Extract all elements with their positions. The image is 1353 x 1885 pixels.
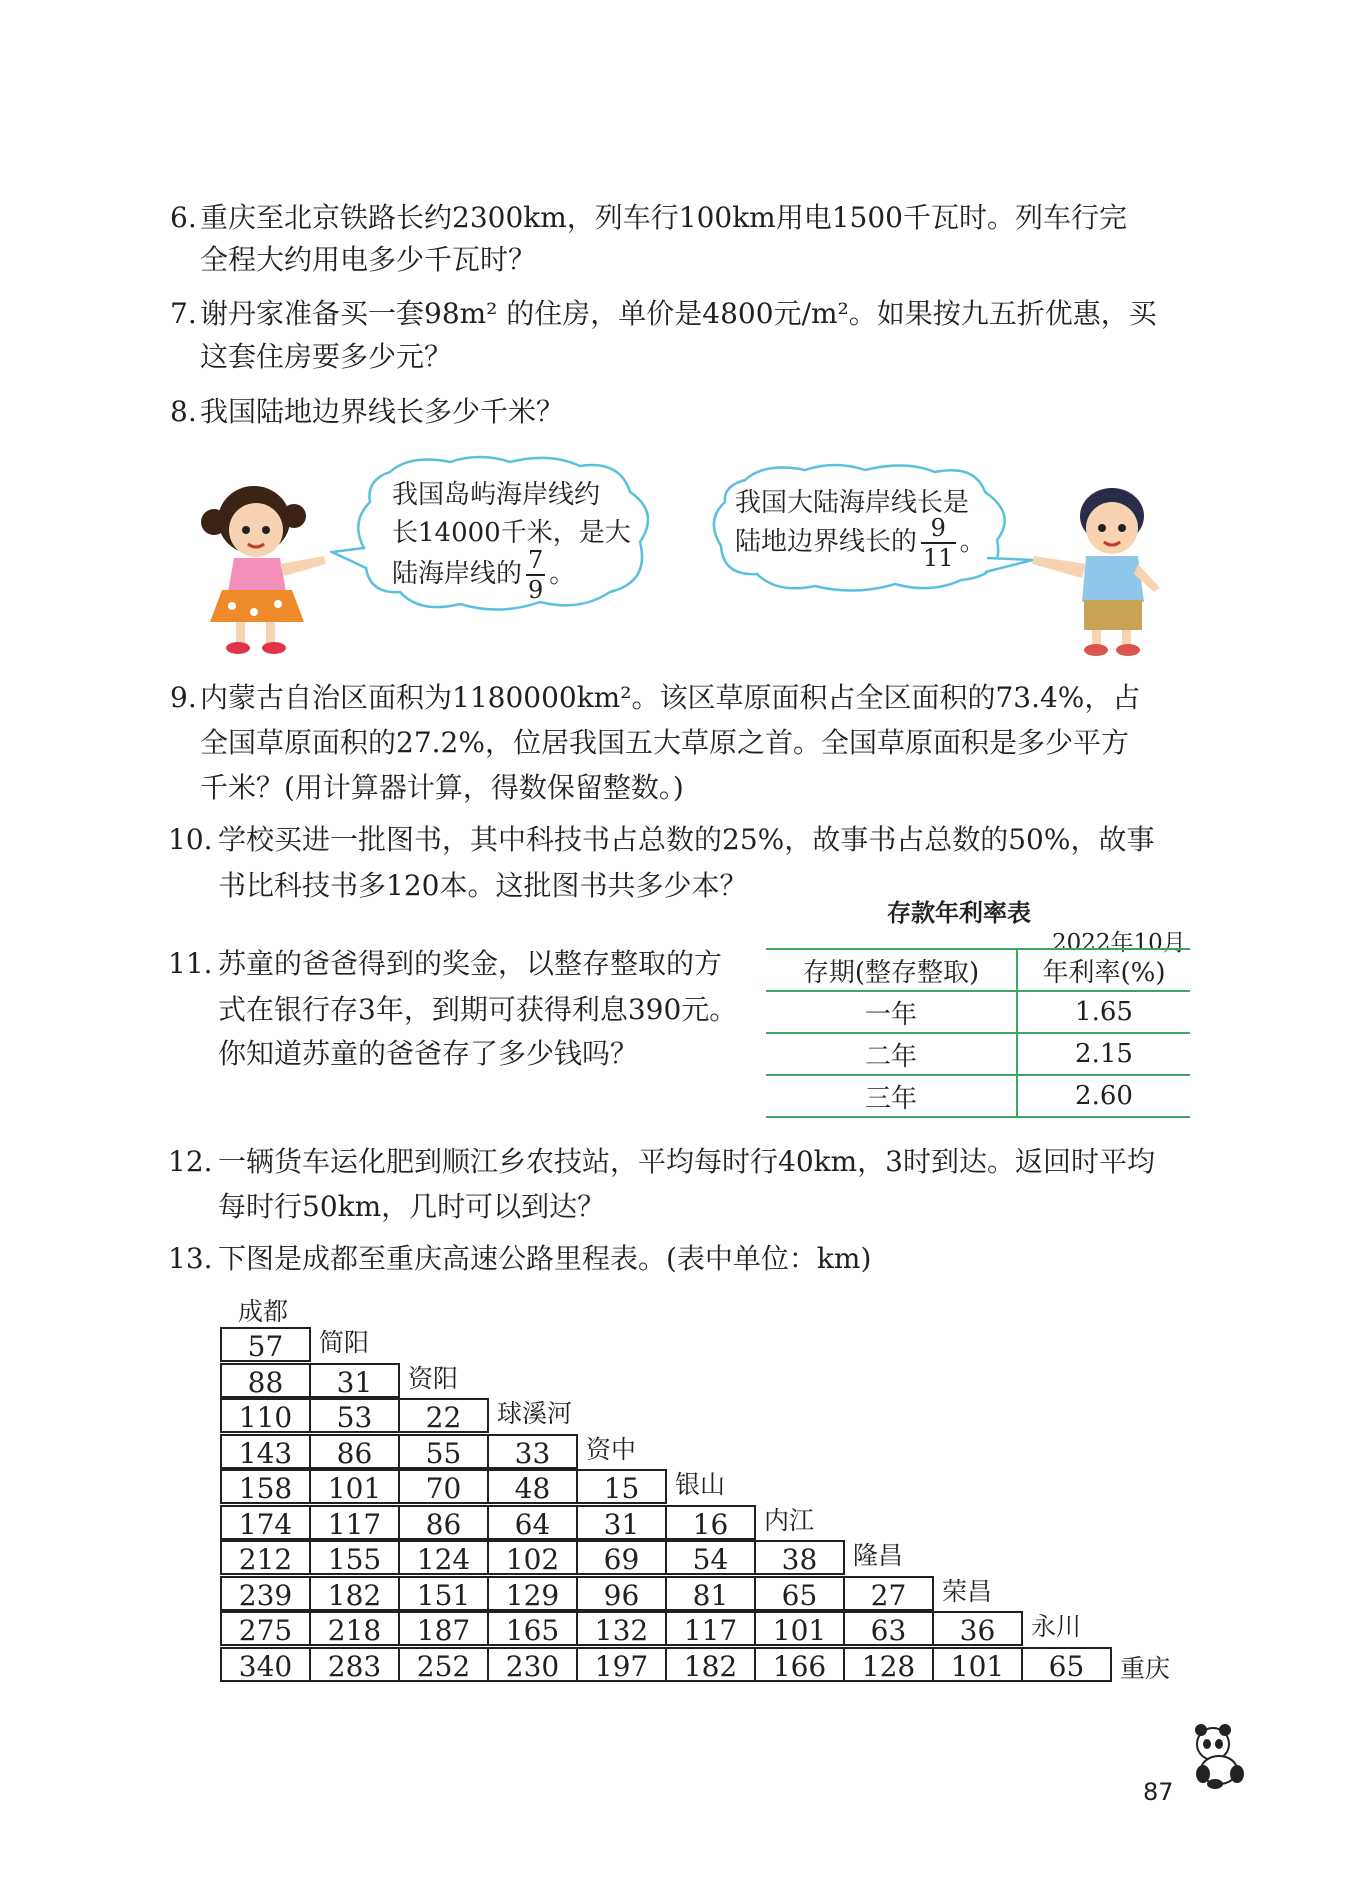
mileage-cell: 48	[487, 1469, 578, 1504]
station-label: 荣昌	[942, 1576, 993, 1606]
mileage-cell: 57	[220, 1327, 311, 1362]
question-number: 8.	[170, 395, 197, 428]
panda-icon	[1185, 1720, 1255, 1790]
table-header: 存期(整存整取)	[766, 949, 1017, 991]
mileage-cell: 22	[398, 1398, 489, 1433]
mileage-cell: 212	[220, 1540, 311, 1575]
page-number: 87	[1143, 1778, 1174, 1806]
table-row	[766, 1075, 1190, 1117]
table-cell: 2.15	[1017, 1033, 1190, 1075]
question-number: 10.	[168, 823, 213, 856]
table-cell: 1.65	[1017, 991, 1190, 1033]
question-text: 我国陆地边界线长多少千米？	[200, 395, 565, 428]
mileage-cell: 55	[398, 1434, 489, 1469]
denominator: 11	[923, 544, 954, 572]
mileage-cell: 102	[487, 1540, 578, 1575]
mileage-cell: 65	[1021, 1647, 1112, 1682]
mileage-cell: 15	[576, 1469, 667, 1504]
mileage-cell: 70	[398, 1469, 489, 1504]
rate-table-date: 2022年10月	[1052, 930, 1186, 956]
table-cell: 一年	[766, 991, 1017, 1033]
mileage-cell: 166	[754, 1647, 845, 1682]
mileage-cell: 155	[309, 1540, 400, 1575]
mileage-cell: 218	[309, 1611, 400, 1646]
bubble-text: 长14000千米，是大	[392, 518, 631, 548]
question-text: 谢丹家准备买一套98m² 的住房，单价是4800元/m²。如果按九五折优惠，买	[200, 297, 1157, 330]
question-number: 11.	[168, 947, 213, 980]
fraction	[526, 548, 545, 602]
numerator: 9	[921, 516, 956, 544]
mileage-cell: 283	[309, 1647, 400, 1682]
mileage-cell: 197	[576, 1647, 667, 1682]
question-text: 全国草原面积的27.2%，位居我国五大草原之首。全国草原面积是多少平方	[200, 726, 1129, 759]
station-label: 球溪河	[497, 1399, 573, 1428]
question-text: 下图是成都至重庆高速公路里程表。(表中单位：km)	[218, 1242, 872, 1275]
station-label: 银山	[675, 1470, 726, 1499]
question-text: 千米？(用计算器计算，得数保留整数。)	[200, 771, 684, 804]
question-text: 式在银行存3年，到期可获得利息390元。	[218, 993, 738, 1026]
mileage-cell: 151	[398, 1576, 489, 1611]
bubble-text: 我国大陆海岸线长是	[735, 488, 970, 518]
question-number: 6.	[170, 201, 197, 234]
mileage-cell: 230	[487, 1647, 578, 1682]
bubble-text-part: 。	[549, 559, 576, 589]
numerator: 7	[528, 546, 544, 574]
question-text: 你知道苏童的爸爸存了多少钱吗？	[218, 1037, 639, 1070]
rate-table-title: 存款年利率表	[887, 899, 1031, 927]
table-row	[766, 991, 1190, 1033]
mileage-cell: 129	[487, 1576, 578, 1611]
mileage-cell: 158	[220, 1469, 311, 1504]
question-text: 全程大约用电多少千瓦时？	[200, 243, 537, 276]
mileage-cell: 96	[576, 1576, 667, 1611]
mileage-cell: 31	[309, 1363, 400, 1398]
table-header-row	[766, 949, 1190, 991]
mileage-cell: 124	[398, 1540, 489, 1575]
station-label: 内江	[764, 1505, 815, 1535]
table-cell: 二年	[766, 1033, 1017, 1075]
mileage-cell: 182	[665, 1647, 756, 1682]
station-label: 重庆	[1120, 1653, 1171, 1683]
station-label: 永川	[1031, 1612, 1082, 1641]
mileage-cell: 252	[398, 1647, 489, 1682]
interest-rate-table	[766, 948, 1190, 1118]
mileage-cell: 64	[487, 1505, 578, 1540]
station-label: 简阳	[319, 1328, 370, 1357]
mileage-cell: 143	[220, 1434, 311, 1469]
table-header: 年利率(%)	[1017, 949, 1190, 991]
mileage-cell: 54	[665, 1540, 756, 1575]
question-text: 学校买进一批图书，其中科技书占总数的25%，故事书占总数的50%，故事	[218, 823, 1155, 856]
table-cell: 2.60	[1017, 1075, 1190, 1117]
mileage-cell: 86	[398, 1505, 489, 1540]
mileage-cell: 27	[843, 1576, 934, 1611]
mileage-cell: 117	[309, 1505, 400, 1540]
question-text: 这套住房要多少元？	[200, 340, 453, 373]
question-number: 13.	[168, 1242, 213, 1275]
mileage-cell: 128	[843, 1647, 934, 1682]
question-text: 内蒙古自治区面积为1180000km²。该区草原面积占全区面积的73.4%，占	[200, 681, 1141, 714]
mileage-cell: 88	[220, 1363, 311, 1398]
mileage-cell: 239	[220, 1576, 311, 1611]
question-text: 苏童的爸爸得到的奖金，以整存整取的方	[218, 947, 723, 980]
mileage-cell: 16	[665, 1505, 756, 1540]
mileage-cell: 38	[754, 1540, 845, 1575]
station-label: 资中	[586, 1434, 637, 1464]
mileage-cell: 182	[309, 1576, 400, 1611]
mileage-cell: 69	[576, 1540, 667, 1575]
mileage-cell: 132	[576, 1611, 667, 1646]
bubble-text: 我国岛屿海岸线约	[392, 480, 601, 510]
mileage-cell: 275	[220, 1611, 311, 1646]
question-text: 书比科技书多120本。这批图书共多少本？	[218, 869, 748, 902]
bubble-text-part: 。	[959, 527, 986, 557]
mileage-cell: 36	[932, 1611, 1023, 1646]
mileage-cell: 33	[487, 1434, 578, 1469]
question-text: 重庆至北京铁路长约2300km，列车行100km用电1500千瓦时。列车行完	[200, 201, 1127, 234]
mileage-cell: 31	[576, 1505, 667, 1540]
bubble-text	[392, 548, 575, 602]
question-number: 12.	[168, 1145, 213, 1178]
mileage-cell: 117	[665, 1611, 756, 1646]
mileage-cell: 81	[665, 1576, 756, 1611]
table-cell: 三年	[766, 1075, 1017, 1117]
station-label: 隆昌	[853, 1541, 904, 1570]
station-label: 成都	[238, 1297, 289, 1326]
mileage-cell: 53	[309, 1398, 400, 1433]
mileage-cell: 101	[932, 1647, 1023, 1682]
mileage-cell: 110	[220, 1398, 311, 1433]
station-label: 资阳	[408, 1363, 459, 1393]
denominator: 9	[528, 576, 544, 604]
mileage-cell: 63	[843, 1611, 934, 1646]
mileage-cell: 101	[754, 1611, 845, 1646]
boy-illustration	[1020, 478, 1170, 663]
mileage-cell: 165	[487, 1611, 578, 1646]
question-number: 7.	[170, 297, 197, 330]
question-text: 每时行50km，几时可以到达？	[218, 1190, 606, 1223]
mileage-cell: 86	[309, 1434, 400, 1469]
bubble-text-part: 陆海岸线的	[392, 559, 523, 589]
question-text: 一辆货车运化肥到顺江乡农技站，平均每时行40km，3时到达。返回时平均	[218, 1145, 1155, 1178]
mileage-cell: 101	[309, 1469, 400, 1504]
table-row	[766, 1033, 1190, 1075]
mileage-cell: 65	[754, 1576, 845, 1611]
fraction	[921, 516, 956, 570]
question-number: 9.	[170, 681, 197, 714]
girl-illustration	[192, 480, 332, 660]
mileage-cell: 187	[398, 1611, 489, 1646]
bubble-text	[735, 516, 986, 570]
bubble-text-part: 陆地边界线长的	[735, 527, 918, 557]
mileage-cell: 340	[220, 1647, 311, 1682]
mileage-cell: 174	[220, 1505, 311, 1540]
